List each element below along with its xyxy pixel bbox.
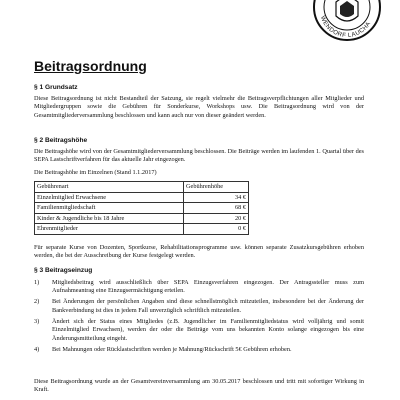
list-item-number: 4) xyxy=(34,345,40,353)
page-title: Beitragsordnung xyxy=(34,58,147,74)
list-item-text: Bei Änderungen der persönlichen Angaben sind diese schnellstmöglich mitzuteilen, insbesondere bei der Änderung der Bankverbindung ist dies in jedem Fall unverzüglich schriftlich mitzuteilen. xyxy=(52,298,364,314)
section-3-heading: § 3 Beitragseinzug xyxy=(34,267,93,274)
fee-amount-cell: 0 € xyxy=(184,224,249,235)
svg-text:WENDORF LAUCHA: WENDORF LAUCHA xyxy=(318,15,373,40)
list-item-number: 2) xyxy=(34,298,40,306)
list-item xyxy=(34,318,364,343)
section-1-text: Diese Beitragsordnung ist nicht Bestandteil der Satzung, sie regelt vielmehr die Beitragsverpflichtungen aller Mitglieder und Mitgliedergruppen sowie die Gebühren für Sonderkurse, Workshops usw. Die Beitragsordnung wird von der Gesamtmitgliederversammlung beschlossen und kann auch nur von dieser geändert werden. xyxy=(34,95,364,119)
list-item xyxy=(34,346,364,354)
fee-amount-cell: 34 € xyxy=(184,192,249,203)
list-item-number: 1) xyxy=(34,279,40,286)
table-header-row xyxy=(35,182,249,193)
fee-type-cell: Familienmitgliedschaft xyxy=(35,203,184,214)
list-item-text: Ändert sich der Status eines Mitgliedes (z.B. Jugendlicher im Familienmitgliedstatus wird volljährig und somit Einzelmitglied Erwachsen), werden der oder die Beiträge vom uns bekannten Konto solange eingezogen bis eine Änderungsmitteilung eingeht. xyxy=(52,317,364,342)
fee-amount-cell: 20 € xyxy=(184,213,249,224)
table-header: Gebührenhöhe xyxy=(184,182,249,193)
club-seal-logo xyxy=(312,0,382,42)
table-caption: Die Beitragshöhe im Einzelnen (Stand 1.1.2017) xyxy=(34,169,157,176)
table-row xyxy=(35,192,249,203)
table-row xyxy=(35,224,249,235)
fee-type-cell: Einzelmitglied Erwachsene xyxy=(35,192,184,203)
section-1-heading: § 1 Grundsatz xyxy=(34,84,78,91)
table-row xyxy=(35,213,249,224)
collection-rules-list xyxy=(34,279,364,357)
list-item xyxy=(34,298,364,315)
list-item xyxy=(34,279,364,296)
section-2-note: Für separate Kurse von Dozenten, Sportkurse, Rehabilitationsprogramme usw. können separate Zusatzkursgebühren erhoben werden, die bei der Ausschreibung der Kurse festgelegt werden. xyxy=(34,244,364,260)
closing-statement: Diese Beitragsordnung wurde an der Gesamtvereinversammlung am 30.05.2017 beschlossen und tritt mit sofortiger Wirkung in Kraft. xyxy=(34,378,364,394)
table-row xyxy=(35,203,249,214)
list-item-text: Bei Mahnungen oder Rücklastschriften werden je Mahnung/Rückschrift 5€ Gebühren erhoben. xyxy=(52,345,292,353)
fee-table xyxy=(34,181,249,235)
list-item-text: Mitgliedsbeitrag wird ausschließlich über SEPA Einzugsverfahren eingezogen. Der Antragssteller muss zum Aufnahmeantrag eine Einzugsermächtigung erteilen. xyxy=(52,279,364,295)
list-item-number: 3) xyxy=(34,317,40,325)
section-2-heading: § 2 Beitragshöhe xyxy=(34,137,88,144)
fee-type-cell: Kinder & Jugendliche bis 18 Jahre xyxy=(35,213,184,224)
section-2-text: Die Beitragshöhe wird von der Gesamtmitgliederversammlung beschlossen. Die Beiträge werden im laufenden 1. Quartal über des SEPA Lastschriftverfahren für das aktuelle Jahr eingezogen. xyxy=(34,148,364,164)
fee-type-cell: Ehrenmitglieder xyxy=(35,224,184,235)
fee-amount-cell: 68 € xyxy=(184,203,249,214)
table-header: Gebührenart xyxy=(35,182,184,193)
